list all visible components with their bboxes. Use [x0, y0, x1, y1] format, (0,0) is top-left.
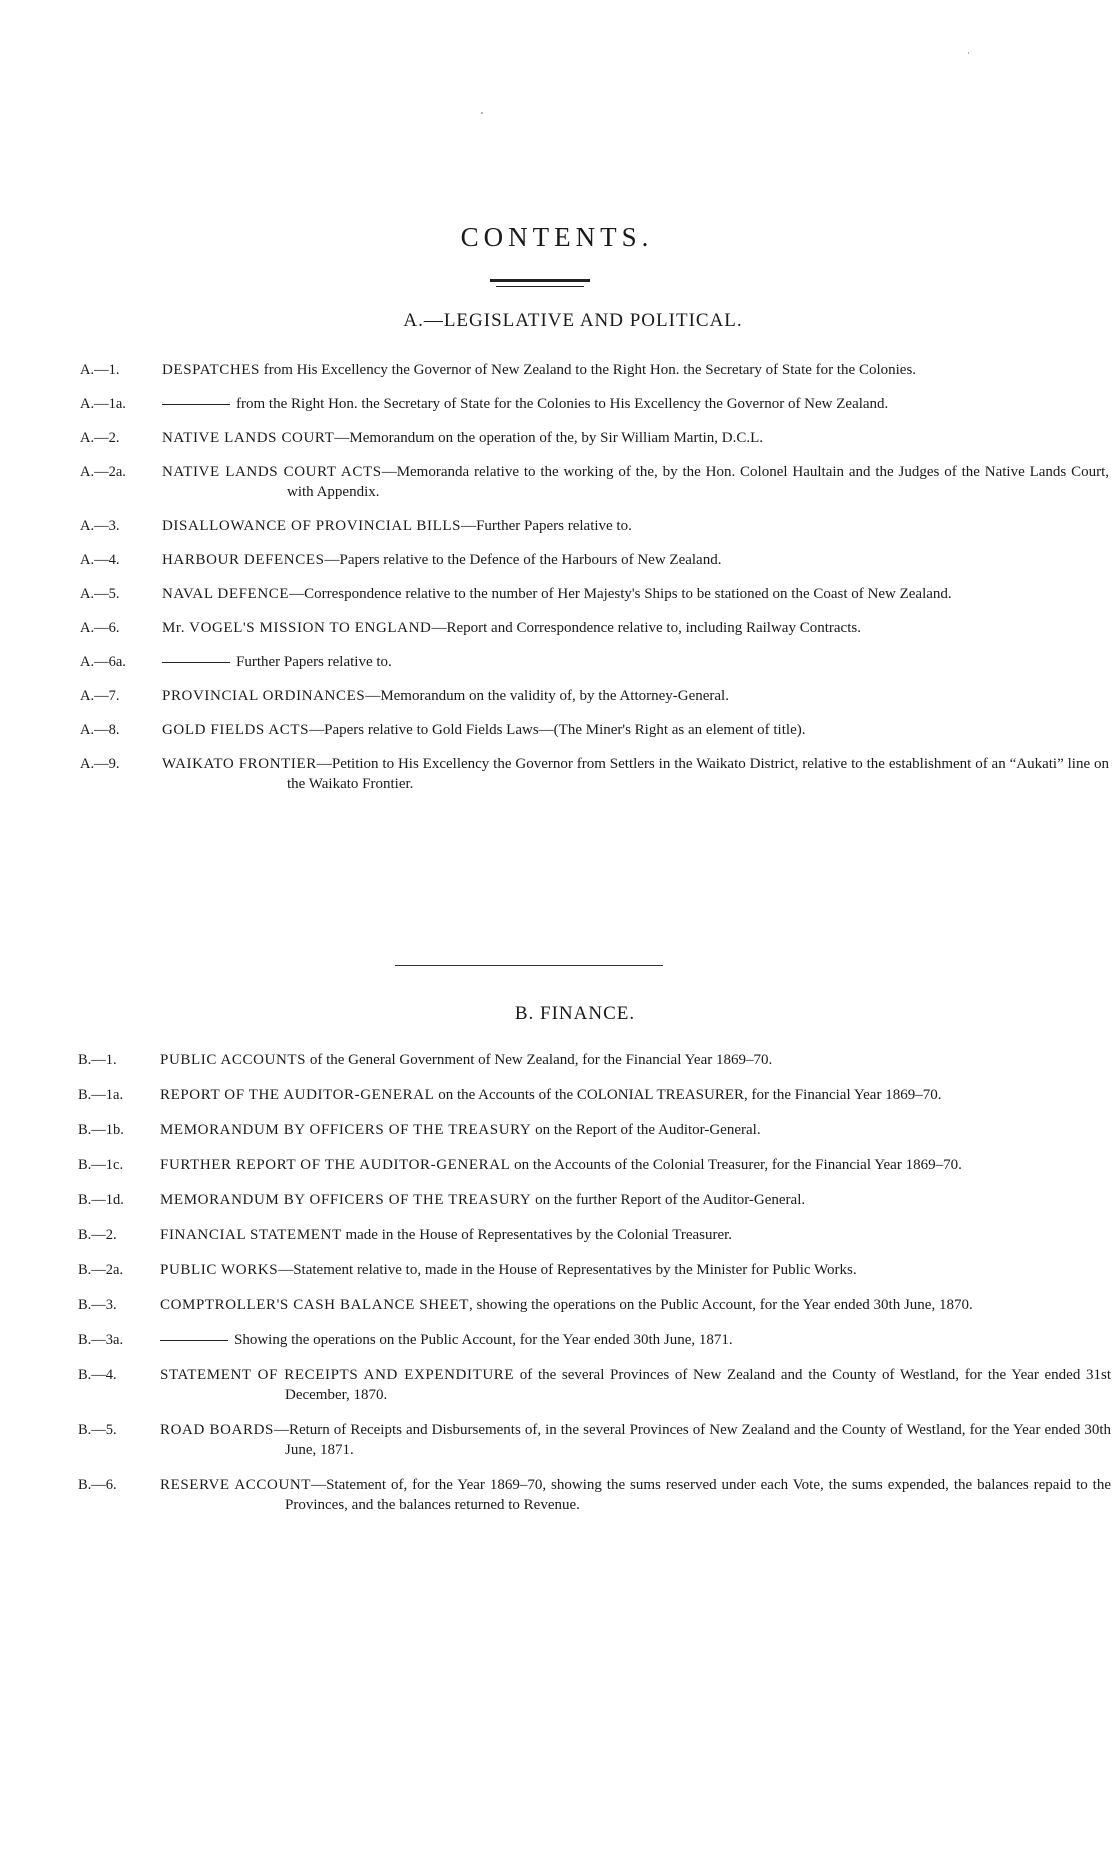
section-heading-finance: B. FINANCE.	[514, 1003, 636, 1024]
entry-code: B.—1b.	[78, 1122, 124, 1138]
contents-entry	[0, 550, 1114, 570]
title-rule-thin	[496, 286, 584, 287]
entry-body: of the General Government of New Zealand, for the Financial Year 1869–70.	[306, 1052, 773, 1068]
entry-code: B.—1.	[78, 1052, 117, 1068]
entry-title: PROVINCIAL ORDINANCES	[162, 688, 366, 704]
entry-description	[160, 1190, 1111, 1210]
contents-entry	[0, 618, 1114, 638]
entry-code: B.—3.	[78, 1297, 117, 1313]
contents-entry	[0, 516, 1114, 536]
entry-description	[162, 394, 1109, 414]
entry-code: B.—5.	[78, 1422, 117, 1438]
entry-title: GOLD FIELDS ACTS	[162, 722, 310, 738]
entry-code: A.—5.	[80, 586, 120, 602]
entry-code: A.—1.	[80, 362, 120, 378]
entry-description	[162, 584, 1109, 604]
entry-description	[162, 428, 1109, 448]
entry-title: COMPTROLLER'S CASH BALANCE SHEET	[160, 1297, 470, 1313]
contents-entry	[0, 1365, 1114, 1405]
entry-body: —Memorandum on the operation of the, by Sir William Martin, D.C.L.	[334, 430, 764, 446]
contents-entry	[0, 360, 1114, 380]
entry-body: on the Accounts of the COLONIAL TREASURER, for the Financial Year 1869–70.	[434, 1087, 942, 1103]
entry-body: —Petition to His Excellency the Governor from Settlers in the Waikato District, relative to the establishment of an “Aukati” line on the Waikato Frontier.	[287, 756, 1109, 792]
entry-title: DISALLOWANCE OF PROVINCIAL BILLS	[162, 518, 462, 534]
entry-code: A.—6a.	[80, 654, 126, 670]
entry-code: A.—4.	[80, 552, 120, 568]
entry-code: A.—3.	[80, 518, 120, 534]
entry-body: —Memorandum on the validity of, by the Attorney-General.	[365, 688, 729, 704]
entry-body: —Report and Correspondence relative to, including Railway Contracts.	[431, 620, 861, 636]
contents-entry	[0, 1120, 1114, 1140]
entry-body: —Statement of, for the Year 1869–70, showing the sums reserved under each Vote, the sums expended, the balances repaid to the Provinces, and the balances returned to Revenue.	[285, 1477, 1111, 1513]
contents-entry	[0, 1155, 1114, 1175]
section-divider	[395, 965, 663, 966]
contents-entry	[0, 686, 1114, 706]
entry-description	[160, 1120, 1111, 1140]
entry-description	[162, 754, 1109, 794]
entry-description	[162, 550, 1109, 570]
entry-body: on the Accounts of the Colonial Treasurer, for the Financial Year 1869–70.	[510, 1157, 962, 1173]
entry-title: DESPATCHES	[162, 362, 260, 378]
entry-body: from the Right Hon. the Secretary of State for the Colonies to His Excellency the Governor of New Zealand.	[236, 396, 889, 412]
contents-list-finance	[0, 1050, 1114, 1530]
entry-code: B.—3a.	[78, 1332, 124, 1348]
entry-description	[162, 462, 1109, 502]
contents-entry	[0, 1225, 1114, 1245]
entry-title: FINANCIAL STATEMENT	[160, 1227, 342, 1243]
entry-description	[160, 1330, 1111, 1350]
entry-title: RESERVE ACCOUNT	[160, 1477, 312, 1493]
entry-title: PUBLIC WORKS	[160, 1262, 279, 1278]
entry-code: A.—9.	[80, 756, 120, 772]
entry-code: A.—6.	[80, 620, 120, 636]
entry-body: , showing the operations on the Public Account, for the Year ended 30th June, 1870.	[469, 1297, 973, 1313]
entry-description	[160, 1050, 1111, 1070]
entry-title: NATIVE LANDS COURT ACTS	[162, 464, 382, 480]
entry-description	[160, 1295, 1111, 1315]
entry-code: B.—1d.	[78, 1192, 124, 1208]
entry-title: FURTHER REPORT OF THE AUDITOR-GENERAL	[160, 1157, 511, 1173]
entry-title: WAIKATO FRONTIER	[162, 756, 317, 772]
entry-code: B.—1a.	[78, 1087, 124, 1103]
entry-title: MEMORANDUM BY OFFICERS OF THE TREASURY	[160, 1122, 532, 1138]
entry-title: NAVAL DEFENCE	[162, 586, 290, 602]
entry-code: B.—4.	[78, 1367, 117, 1383]
paper-speck	[968, 52, 969, 54]
entry-description	[160, 1420, 1111, 1460]
entry-description	[160, 1155, 1111, 1175]
entry-body: from His Excellency the Governor of New Zealand to the Right Hon. the Secretary of State for the Colonies.	[259, 362, 917, 378]
entry-body: —Papers relative to Gold Fields Laws—(The Miner's Right as an element of title).	[309, 722, 806, 738]
entry-description	[162, 360, 1109, 380]
entry-description	[160, 1260, 1111, 1280]
contents-list-legislative	[0, 360, 1114, 808]
entry-body: —Further Papers relative to.	[461, 518, 632, 534]
entry-title: ROAD BOARDS	[160, 1422, 274, 1438]
contents-entry	[0, 394, 1114, 414]
entry-body: —Statement relative to, made in the House of Representatives by the Minister for Public Works.	[278, 1262, 857, 1278]
entry-title: REPORT OF THE AUDITOR-GENERAL	[160, 1087, 435, 1103]
title-rule	[490, 279, 590, 282]
section-heading-legislative: A.—LEGISLATIVE AND POLITICAL.	[403, 310, 743, 331]
entry-description	[162, 652, 1109, 672]
entry-code: A.—2a.	[80, 464, 126, 480]
ditto-dash	[162, 404, 230, 405]
entry-code: A.—1a.	[80, 396, 126, 412]
entry-description	[160, 1475, 1111, 1515]
contents-entry	[0, 1260, 1114, 1280]
entry-body: —Return of Receipts and Disbursements of, in the several Provinces of New Zealand and the County of Westland, for the Year ended 30th June, 1871.	[273, 1422, 1112, 1458]
entry-description	[160, 1085, 1111, 1105]
contents-entry	[0, 462, 1114, 502]
contents-entry	[0, 1190, 1114, 1210]
entry-title: MEMORANDUM BY OFFICERS OF THE TREASURY	[160, 1192, 532, 1208]
contents-entry	[0, 1330, 1114, 1350]
entry-description	[160, 1365, 1111, 1405]
entry-description	[162, 720, 1109, 740]
entry-code: A.—2.	[80, 430, 120, 446]
entry-title: PUBLIC ACCOUNTS	[160, 1052, 307, 1068]
contents-entry	[0, 1050, 1114, 1070]
entry-body: on the further Report of the Auditor-General.	[531, 1192, 806, 1208]
entry-body: made in the House of Representatives by the Colonial Treasurer.	[341, 1227, 733, 1243]
entry-description	[162, 686, 1109, 706]
entry-code: B.—2.	[78, 1227, 117, 1243]
entry-code: A.—7.	[80, 688, 120, 704]
contents-entry	[0, 1295, 1114, 1315]
contents-entry	[0, 1420, 1114, 1460]
entry-description	[162, 618, 1109, 638]
entry-title: STATEMENT OF RECEIPTS AND EXPENDITURE	[160, 1367, 515, 1383]
entry-code: B.—1c.	[78, 1157, 124, 1173]
entry-title: HARBOUR DEFENCES	[162, 552, 325, 568]
contents-entry	[0, 1475, 1114, 1515]
entry-body: Further Papers relative to.	[236, 654, 392, 670]
paper-speck	[481, 112, 483, 114]
entry-code: B.—6.	[78, 1477, 117, 1493]
entry-code: A.—8.	[80, 722, 120, 738]
entry-title: Mr. VOGEL'S MISSION TO ENGLAND	[162, 620, 432, 636]
contents-entry	[0, 652, 1114, 672]
entry-title: NATIVE LANDS COURT	[162, 430, 335, 446]
entry-body: Showing the operations on the Public Account, for the Year ended 30th June, 1871.	[234, 1332, 733, 1348]
entry-body: —Correspondence relative to the number of Her Majesty's Ships to be stationed on the Coast of New Zealand.	[289, 586, 952, 602]
entry-body: on the Report of the Auditor-General.	[531, 1122, 761, 1138]
entry-description	[160, 1225, 1111, 1245]
contents-entry	[0, 584, 1114, 604]
contents-entry	[0, 720, 1114, 740]
entry-description	[162, 516, 1109, 536]
contents-entry	[0, 428, 1114, 448]
page-title: CONTENTS.	[460, 222, 654, 252]
contents-entry	[0, 754, 1114, 794]
entry-body: of the several Provinces of New Zealand and the County of Westland, for the Year ended 31st December, 1870.	[285, 1367, 1111, 1403]
entry-code: B.—2a.	[78, 1262, 124, 1278]
entry-body: —Memoranda relative to the working of the, by the Hon. Colonel Haultain and the Judges of the Native Lands Court, with Appendix.	[287, 464, 1109, 500]
ditto-dash	[160, 1340, 228, 1341]
contents-entry	[0, 1085, 1114, 1105]
entry-body: —Papers relative to the Defence of the Harbours of New Zealand.	[324, 552, 722, 568]
ditto-dash	[162, 662, 230, 663]
